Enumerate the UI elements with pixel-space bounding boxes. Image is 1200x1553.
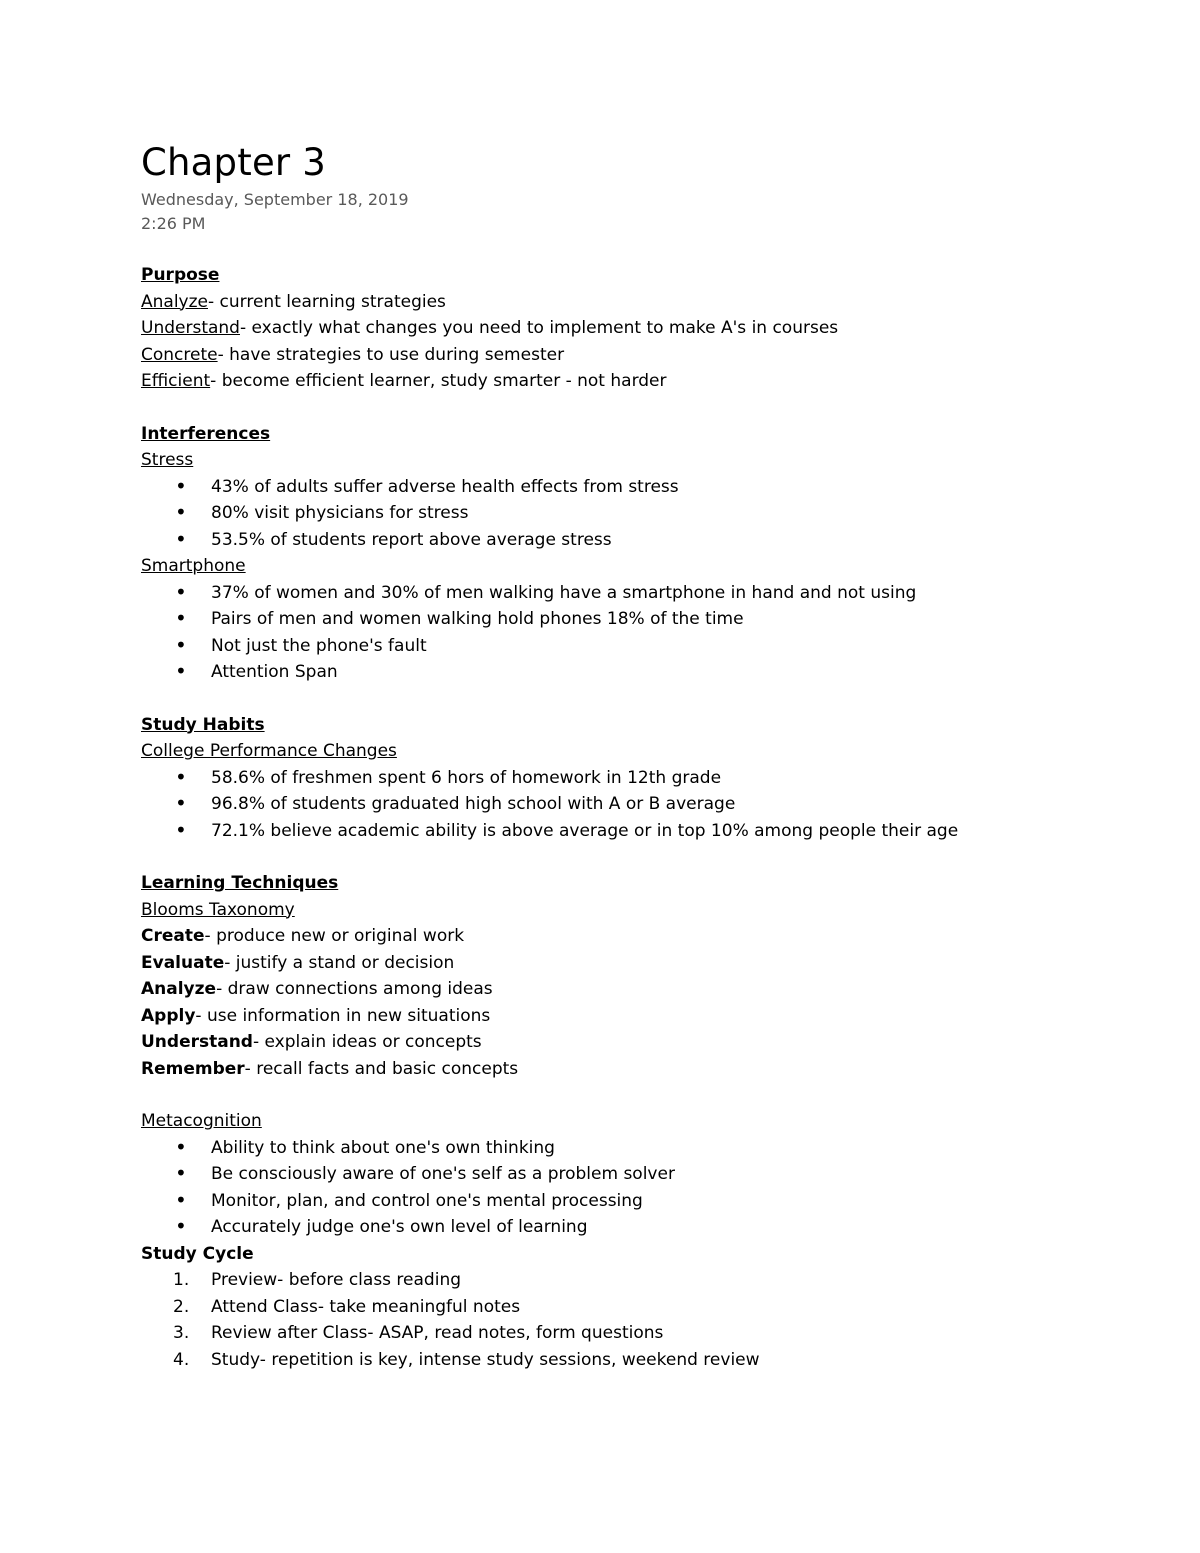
list-item: • Be consciously aware of one's self as a problem solver xyxy=(175,1161,675,1185)
purpose-item xyxy=(141,342,1101,369)
purpose-text: - exactly what changes you need to implement to make A's in courses xyxy=(239,318,839,338)
list-item: 4. Study- repetition is key, intense study sessions, weekend review xyxy=(141,1347,1101,1374)
list-item: • Attention Span xyxy=(175,659,338,683)
interferences-heading: Interferences xyxy=(141,423,271,444)
purpose-item xyxy=(141,289,1101,316)
learning-techniques-heading: Learning Techniques xyxy=(141,873,339,893)
bullet-icon: • xyxy=(175,473,187,498)
note-page xyxy=(141,138,1101,1373)
list-item: • Pairs of men and women walking hold phones 18% of the time xyxy=(175,606,744,630)
list-item: • 53.5% of students report above average stress xyxy=(175,526,612,551)
page-title: Chapter 3 xyxy=(141,141,327,184)
purpose-text: - become efficient learner, study smarter - not harder xyxy=(210,371,667,391)
metacognition-list xyxy=(141,1135,1101,1241)
bullet-icon: • xyxy=(175,500,187,524)
stress-label: Stress xyxy=(141,450,194,470)
blooms-list xyxy=(141,923,1101,1082)
list-item: 2. Attend Class- take meaningful notes xyxy=(141,1294,1101,1321)
list-item: 1. Preview- before class reading xyxy=(141,1267,1101,1294)
study-habits-heading: Study Habits xyxy=(141,714,265,735)
purpose-term: Concrete xyxy=(141,344,218,365)
smartphone-label: Smartphone xyxy=(141,556,246,576)
smartphone-list xyxy=(141,580,1101,686)
bullet-icon: • xyxy=(175,1214,187,1238)
bullet-icon: • xyxy=(175,632,187,657)
bullet-icon: • xyxy=(175,817,187,842)
list-item: • 96.8% of students graduated high school with A or B average xyxy=(175,791,736,815)
list-item: • Ability to think about one's own thinking xyxy=(175,1134,555,1159)
step-number: 2. xyxy=(173,1296,190,1317)
purpose-list xyxy=(141,289,1101,395)
blooms-level: Remember- recall facts and basic concepts xyxy=(141,1058,519,1079)
bullet-icon: • xyxy=(175,606,187,630)
list-item: • 58.6% of freshmen spent 6 hors of homework in 12th grade xyxy=(175,764,722,789)
purpose-text: - have strategies to use during semester xyxy=(217,344,565,365)
metacognition-label: Metacognition xyxy=(141,1111,262,1131)
list-item: • 72.1% believe academic ability is above average or in top 10% among people their age xyxy=(175,817,959,842)
purpose-item xyxy=(141,368,1101,395)
list-item: • 80% visit physicians for stress xyxy=(175,500,469,524)
list-item: • 37% of women and 30% of men walking have a smartphone in hand and not using xyxy=(175,579,917,604)
step-number: 3. xyxy=(173,1323,190,1343)
list-item: • 43% of adults suffer adverse health effects from stress xyxy=(175,473,679,498)
bullet-icon: • xyxy=(175,1187,187,1212)
stress-list xyxy=(141,474,1101,554)
list-item: • Not just the phone's fault xyxy=(175,632,427,657)
purpose-term: Efficient xyxy=(141,371,211,391)
note-date: Wednesday, September 18, 2019 xyxy=(141,190,409,209)
note-time: 2:26 PM xyxy=(141,214,206,233)
blooms-level: Evaluate- justify a stand or decision xyxy=(141,952,455,973)
bullet-icon: • xyxy=(175,1134,187,1159)
bullet-icon: • xyxy=(175,579,187,604)
blooms-taxonomy-label: Blooms Taxonomy xyxy=(141,899,295,920)
college-performance-label: College Performance Changes xyxy=(141,741,397,761)
study-cycle-heading: Study Cycle xyxy=(141,1243,254,1264)
blooms-level: Apply- use information in new situations xyxy=(141,1005,491,1026)
blooms-level: Understand- explain ideas or concepts xyxy=(141,1032,482,1052)
list-item: • Monitor, plan, and control one's mental processing xyxy=(175,1187,643,1212)
study-habits-list xyxy=(141,765,1101,845)
blooms-level: Analyze- draw connections among ideas xyxy=(141,979,493,999)
study-cycle-list xyxy=(141,1267,1101,1373)
purpose-term: Understand xyxy=(141,318,240,338)
bullet-icon: • xyxy=(175,791,187,815)
purpose-term: Analyze xyxy=(141,291,208,312)
blooms-level: Create- produce new or original work xyxy=(141,926,465,946)
bullet-icon: • xyxy=(175,764,187,789)
step-number: 4. xyxy=(173,1349,190,1370)
step-number: 1. xyxy=(173,1270,190,1290)
list-item: • Accurately judge one's own level of learning xyxy=(175,1214,588,1238)
bullet-icon: • xyxy=(175,526,187,551)
purpose-heading: Purpose xyxy=(141,265,220,285)
bullet-icon: • xyxy=(175,659,187,683)
list-item: 3. Review after Class- ASAP, read notes, form questions xyxy=(141,1320,1101,1347)
bullet-icon: • xyxy=(175,1161,187,1185)
purpose-item xyxy=(141,315,1101,342)
purpose-text: - current learning strategies xyxy=(208,291,446,312)
